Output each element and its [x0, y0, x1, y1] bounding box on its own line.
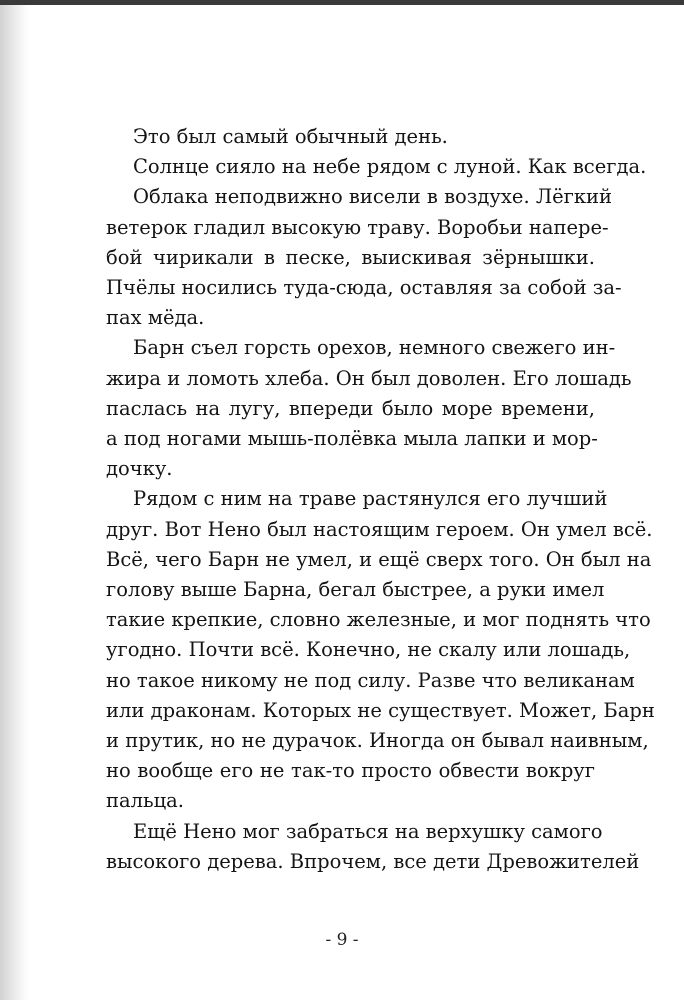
text-line: Солнце сияло на небе рядом с луной. Как всегда.: [133, 155, 647, 179]
text-line: бой чирикали в песке, выискивая зёрнышки.: [106, 245, 595, 269]
text-line: Всё, чего Барн не умел, и ещё сверх того. Он был на: [106, 547, 652, 571]
text-line: Ещё Нено мог забраться на верхушку самого: [133, 819, 603, 843]
text-line: но такое никому не под силу. Разве что великанам: [106, 668, 635, 692]
page-gutter-shadow: [0, 5, 28, 1000]
text-line: Облака неподвижно висели в воздухе. Лёгкий: [133, 185, 613, 209]
top-edge-bar: [0, 0, 684, 5]
text-line: а под ногами мышь-полёвка мыла лапки и мор-: [106, 427, 598, 451]
text-line: Барн съел горсть орехов, немного свежего ин-: [133, 336, 616, 360]
text-line: голову выше Барна, бегал быстрее, а руки имел: [106, 578, 605, 602]
text-line: Это был самый обычный день.: [133, 125, 448, 148]
body-text: [106, 122, 655, 877]
text-line: паслась на лугу, впереди было море времени,: [106, 396, 595, 420]
text-line: высокого дерева. Впрочем, все дети Древожителей: [106, 849, 640, 873]
paragraph: [106, 152, 647, 182]
paragraph: [106, 817, 640, 877]
text-line: но вообще его не так-то просто обвести вокруг: [106, 759, 595, 783]
paragraph: [106, 122, 595, 152]
text-line: пальца.: [106, 789, 184, 813]
text-line: жира и ломоть хлеба. Он был доволен. Его лошадь: [106, 366, 632, 390]
page-number: - 9 -: [325, 930, 359, 950]
text-line: пах мёда.: [106, 306, 205, 330]
text-line: Пчёлы носились туда-сюда, оставляя за собой за-: [106, 276, 622, 300]
text-line: или драконам. Которых не существует. Может, Барн: [106, 698, 655, 722]
paragraph: [106, 333, 632, 484]
text-line: дочку.: [106, 457, 173, 481]
text-line: ветерок гладил высокую траву. Воробьи напере-: [106, 215, 609, 239]
paragraph: [106, 484, 655, 816]
text-line: угодно. Почти всё. Конечно, не скалу или лошадь,: [106, 638, 631, 662]
text-line: друг. Вот Нено был настоящим героем. Он умел всё.: [106, 517, 653, 541]
text-line: такие крепкие, словно железные, и мог поднять что: [106, 608, 651, 632]
text-line: и прутик, но не дурачок. Иногда он бывал наивным,: [106, 729, 649, 753]
paragraph: [106, 182, 622, 333]
text-line: Рядом с ним на траве растянулся его лучший: [133, 487, 608, 511]
